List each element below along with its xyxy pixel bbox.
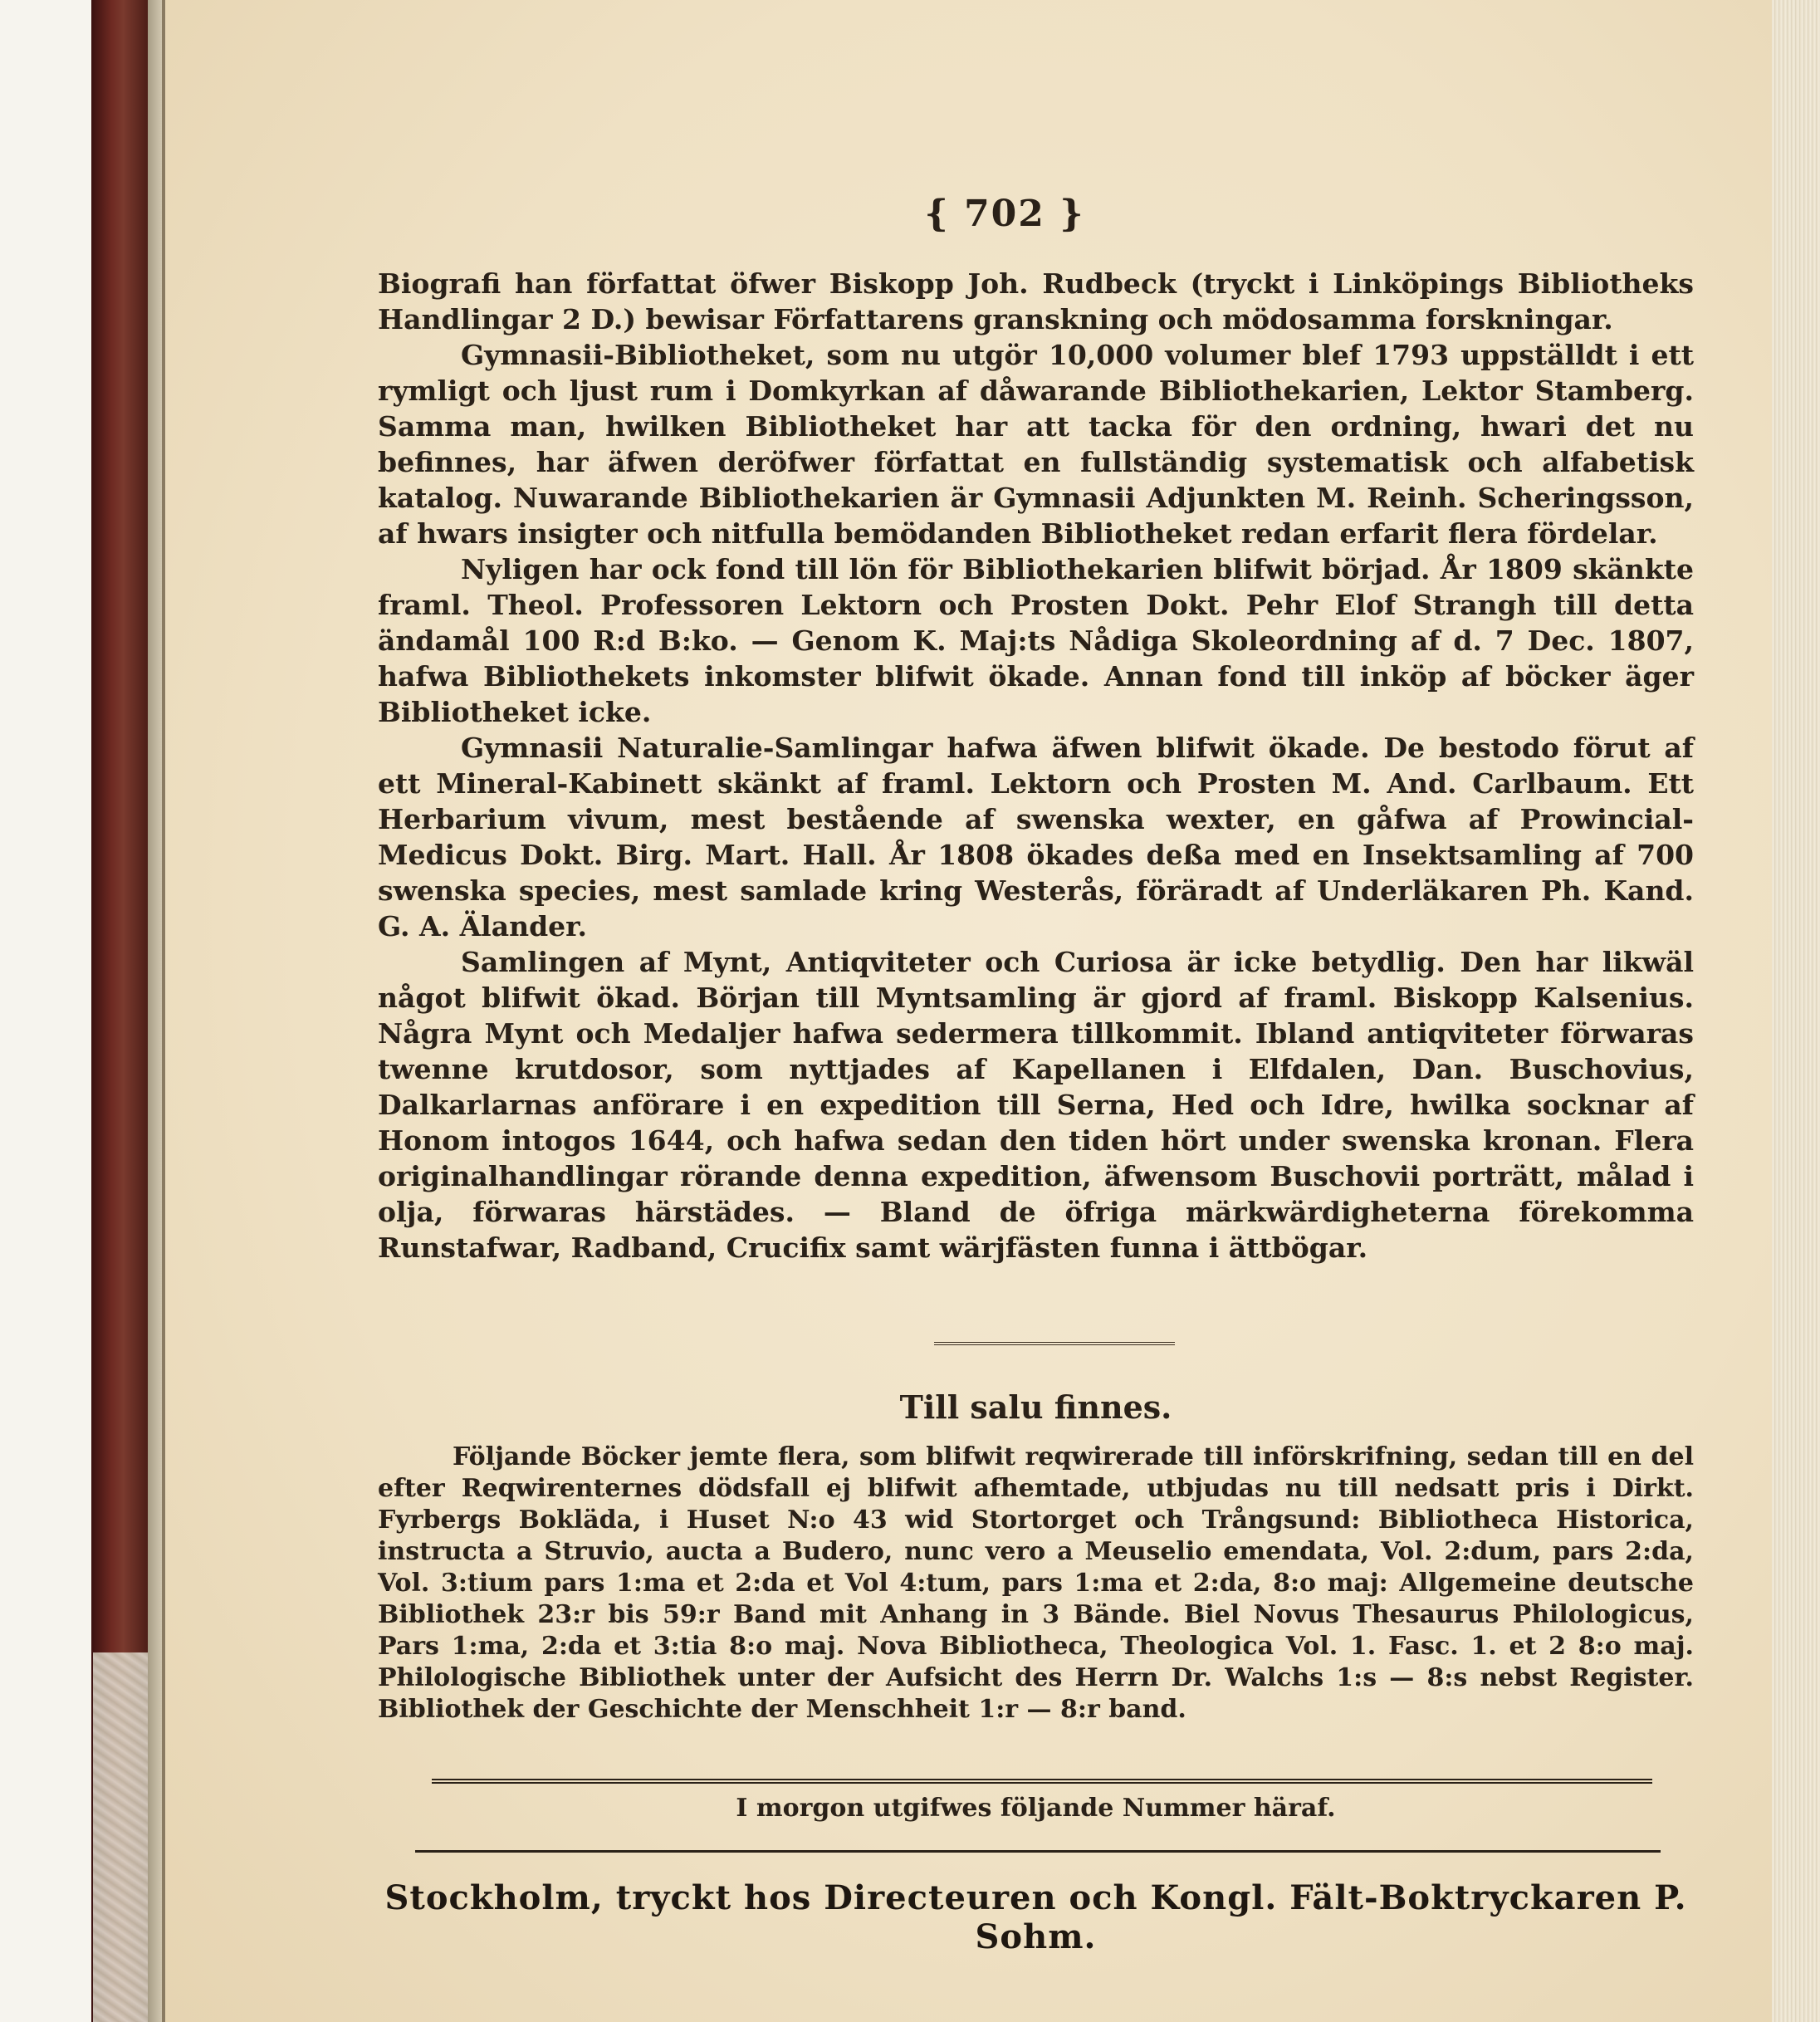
spine-cloth-binding: [93, 1652, 148, 2022]
paragraph-library: Gymnasii-Bibliotheket, som nu utgör 10,000 volumer blef 1793 uppställdt i ett rymligt och ljust rum i Domkyrkan af dåwarande Bibliothekarien, Lektor Stamberg. Samma man, hwilken Bibliotheket har att tacka för den ordning, hwari det nu befinnes, har äfwen deröfwer författat en fullständig systematisk och alfabetisk katalog. Nuwarande Bibliothekarien är Gymnasii Adjunkten M. Reinh. Scheringsson, af hwars insigter och nitfulla bemödanden Bibliotheket redan erfarit flera fördelar.: [378, 339, 1694, 550]
paragraph-coins-antiquities: Samlingen af Mynt, Antiqviteter och Curiosa är icke betydlig. Den har likwäl något blifwit ökad. Början till Myntsamling är gjord af framl. Biskopp Kalsenius. Några Mynt och Medaljer hafwa sedermera tillkommit. Ibland antiqviteter förwaras twenne krutdosor, som nyttjades af Kapellanen i Elfdalen, Dan. Buschovius, Dalkarlarnas anförare i en expedition till Serna, Hed och Idre, hwilka socknar af Honom intogos 1644, och hafwa sedan den tiden hört under swenska kronan. Flera originalhandlingar rörande denna expedition, äfwensom Buschovii porträtt, målad i olja, förwaras härstädes. — Bland de öfriga märkwärdigheterna förekomma Runstafwar, Radband, Crucifix samt wärjfästen funna i ättbögar.: [378, 946, 1694, 1264]
paragraph-fund: Nyligen har ock fond till lön för Bibliothekarien blifwit börjad. År 1809 skänkte framl. Theol. Professoren Lektorn och Prosten Dokt. Pehr Elof Strangh till detta ändamål 100 R:d B:ko. — Genom K. Maj:ts Nådiga Skoleordning af d. 7 Dec. 1807, hafwa Bibliothekets inkomster blifwit ökade. Annan fond till inköp af böcker äger Bibliotheket icke.: [378, 553, 1694, 728]
printer-imprint: Stockholm, tryckt hos Directeuren och Kongl. Fält-Boktryckaren P. Sohm.: [384, 1878, 1687, 1956]
paragraph-natural-collections: Gymnasii Naturalie-Samlingar hafwa äfwen blifwit ökade. De bestodo förut af ett Mineral-Kabinett skänkt af framl. Lektorn och Prosten M. And. Carlbaum. Ett Herbarium vivum, mest bestående af swenska wexter, en gåfwa af Prowincial-Medicus Dokt. Birg. Mart. Hall. År 1808 ökades deßa med en Insektsamling af 700 swenska species, mest samlade kring Westerås, föräradt af Underläkaren Ph. Kand. G. A. Älander.: [378, 732, 1694, 942]
sale-listing: [378, 1442, 1694, 1726]
sale-text: Följande Böcker jemte flera, som blifwit reqwirerade till införskrifning, sedan till en del efter Reqwirenternes dödsfall ej blifwit afhemtade, utbjudas nu till nedsatt pris i Dirkt. Fyrbergs Bokläda, i Huset N:o 43 wid Stortorget och Trångsund: Bibliotheca Historica, instructa a Struvio, aucta a Budero, nunc vero a Meuselio emendata, Vol. 2:dum, pars 2:da, Vol. 3:tium pars 1:ma et 2:da et Vol 4:tum, pars 1:ma et 2:da, 8:o maj: Allgemeine deutsche Bibliothek 23:r bis 59:r Band mit Anhang in 3 Bände. Biel Novus Thesaurus Philologicus, Pars 1:ma, 2:da et 3:tia 8:o maj. Nova Bibliotheca, Theologica Vol. 1. Fasc. 1. et 2 8:o maj. Philologische Bibliothek unter der Aufsicht des Herrn Dr. Walchs 1:s — 8:s nebst Register. Bibliothek der Geschichte der Menschheit 1:r — 8:r band.: [378, 1442, 1694, 1724]
page-number: { 702 }: [924, 193, 1085, 235]
page-block-edges: [1767, 0, 1820, 2022]
single-rule: [415, 1850, 1661, 1853]
sale-heading: Till salu finnes.: [899, 1388, 1172, 1426]
section-divider: [934, 1342, 1175, 1345]
main-text: [378, 266, 1694, 1266]
paragraph-biography: Biografi han författat öfwer Biskopp Joh. Rudbeck (tryckt i Linköpings Bibliotheks Handlingar 2 D.) bewisar Författarens granskning och mödosamma forskningar.: [378, 267, 1694, 335]
double-rule: [432, 1779, 1652, 1784]
next-issue-notice: I morgon utgifwes följande Nummer häraf.: [736, 1794, 1336, 1823]
